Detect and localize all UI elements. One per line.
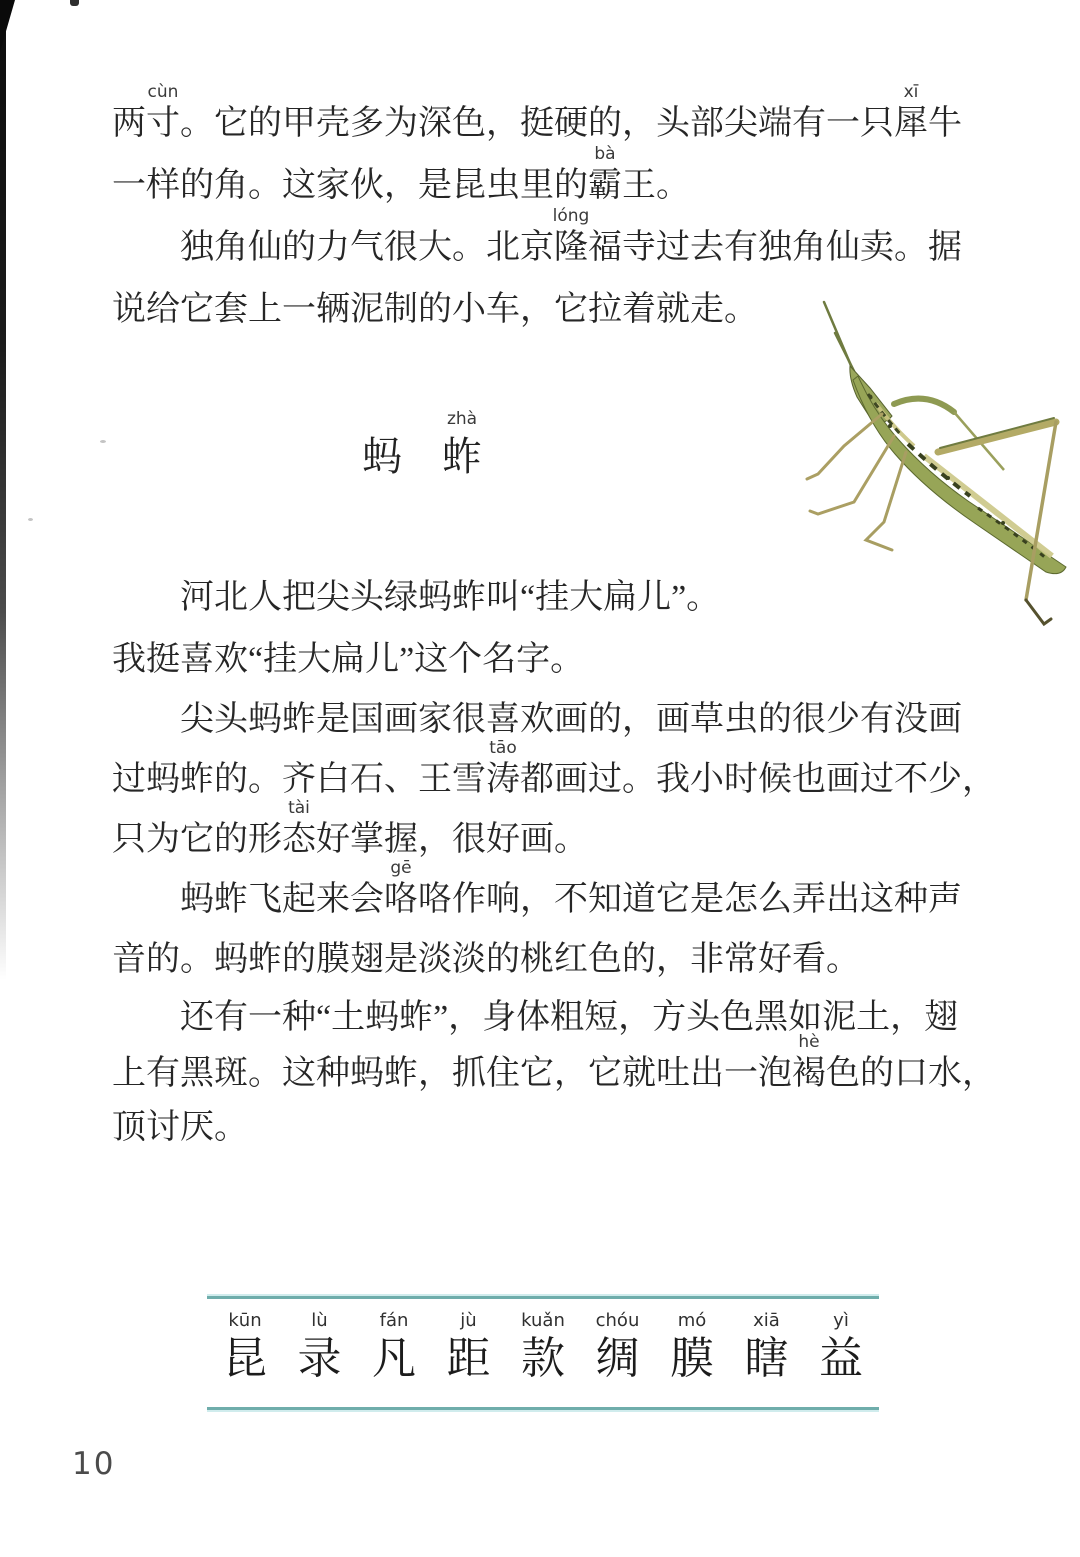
vocab-pinyin: xiā	[753, 1310, 780, 1331]
pinyin-annotation: gē	[390, 858, 412, 878]
text-run: 上有黑斑。这种蚂蚱，抓住它，它就吐出一泡	[112, 1055, 792, 1092]
ruby-char	[282, 798, 316, 860]
text-run: 还有一种“土蚂蚱”，身体粗短，方头色黑如泥土，翅	[180, 999, 959, 1036]
text-line	[112, 1032, 996, 1094]
ruby-char	[384, 858, 418, 920]
text-line	[180, 578, 720, 618]
vocab-pinyin: lù	[311, 1310, 328, 1331]
text-line	[112, 82, 962, 144]
pinyin-annotation: tài	[288, 798, 310, 818]
text-line	[112, 290, 758, 330]
vocab-item	[372, 1311, 416, 1385]
text-line	[112, 640, 584, 680]
vocab-pinyin: fán	[379, 1310, 409, 1331]
vocab-item	[819, 1311, 863, 1385]
pinyin-annotation: cùn	[147, 82, 179, 102]
text-run: 过蚂蚱的。齐白石、王雪	[112, 761, 486, 798]
vocab-item	[298, 1311, 342, 1385]
new-words-list	[207, 1299, 879, 1385]
base-character: 寸	[146, 105, 180, 142]
text-line	[180, 858, 962, 920]
base-character: 隆	[554, 229, 588, 266]
text-run: 独角仙的力气很大。北京	[180, 229, 554, 266]
vocab-character: 益	[819, 1334, 863, 1383]
ruby-char	[146, 82, 180, 144]
ruby-char	[552, 206, 590, 268]
vocab-character: 瞎	[744, 1334, 789, 1383]
vocab-item	[745, 1311, 789, 1385]
text-line	[180, 998, 958, 1038]
text-run: 好掌握，很好画。	[316, 821, 588, 858]
vocab-pinyin: kūn	[228, 1310, 262, 1331]
base-character: 蚱	[442, 434, 482, 479]
text-run: 河北人把尖头绿蚂蚱叫“挂大扁儿”。	[180, 579, 721, 616]
base-character: 褐	[792, 1055, 826, 1092]
vocab-pinyin: kuǎn	[521, 1310, 565, 1331]
text-run: 顶讨厌。	[112, 1109, 248, 1146]
ruby-char	[894, 82, 928, 144]
text-run: 两	[112, 105, 146, 142]
vocab-pinyin: yì	[833, 1310, 849, 1331]
text-run: 福寺过去有独角仙卖。据	[588, 229, 962, 266]
text-line	[112, 144, 690, 206]
pinyin-annotation: bà	[594, 144, 616, 164]
vocab-pinyin: jù	[460, 1310, 477, 1331]
scan-speck	[100, 440, 106, 443]
vocab-item	[447, 1311, 491, 1385]
pinyin-annotation: zhà	[446, 409, 478, 429]
vocab-character: 凡	[372, 1334, 416, 1383]
text-run: 音的。蚂蚱的膜翅是淡淡的桃红色的，非常好看。	[112, 941, 860, 978]
vocab-character: 距	[446, 1334, 491, 1383]
text-run: 我挺喜欢“挂大扁儿”这个名字。	[112, 641, 585, 678]
text-run: 蚂蚱飞起来会	[180, 881, 384, 918]
vocab-character: 绸	[595, 1334, 640, 1383]
pinyin-annotation: tāo	[489, 738, 517, 758]
text-line	[112, 738, 996, 800]
pinyin-annotation: lóng	[552, 206, 590, 226]
vocab-pinyin: chóu	[595, 1310, 640, 1331]
pinyin-annotation: xī	[903, 82, 919, 102]
antenna-icon	[835, 333, 854, 371]
vocab-pinyin: mó	[677, 1310, 707, 1331]
base-character: 霸	[588, 167, 622, 204]
scan-speck	[28, 518, 33, 521]
vocab-item	[670, 1311, 714, 1385]
vocab-character: 录	[297, 1334, 342, 1383]
grasshopper-illustration	[798, 276, 1080, 651]
base-character: 态	[282, 821, 316, 858]
ruby-char	[588, 144, 622, 206]
text-line	[112, 1108, 248, 1148]
text-run: 都画过。我小时候也画过不少，	[520, 761, 996, 798]
scan-corner-mark	[0, 0, 15, 52]
scan-top-mark	[70, 0, 79, 6]
pinyin-annotation: hè	[798, 1032, 820, 1052]
vocab-character: 膜	[670, 1334, 714, 1383]
lesson-title	[362, 409, 482, 480]
vocab-character: 款	[521, 1334, 565, 1383]
text-run: 牛	[928, 105, 962, 142]
base-character: 犀	[894, 105, 928, 142]
text-run: 一样的角。这家伙，是昆虫里的	[112, 167, 588, 204]
text-line	[180, 206, 962, 268]
scan-edge-shadow	[0, 0, 6, 980]
text-run: 咯作响，不知道它是怎么弄出这种声	[418, 881, 962, 918]
vocab-item	[223, 1311, 267, 1385]
vocab-character: 昆	[223, 1334, 267, 1383]
base-character: 咯	[384, 881, 418, 918]
vocab-item	[596, 1311, 640, 1385]
text-run: 只为它的形	[112, 821, 282, 858]
text-line	[112, 798, 588, 860]
text-run: 王。	[622, 167, 690, 204]
text-line	[112, 940, 860, 980]
new-words-box	[207, 1296, 879, 1410]
text-run: 蚂	[362, 434, 402, 479]
ruby-char	[792, 1032, 826, 1094]
page-number: 10	[72, 1446, 116, 1482]
text-run: 说给它套上一辆泥制的小车，它拉着就走。	[112, 291, 758, 328]
text-run: 尖头蚂蚱是国画家很喜欢画的，画草虫的很少有没画	[180, 701, 962, 738]
ruby-char	[442, 409, 482, 480]
vocab-item	[521, 1311, 565, 1385]
text-run: 色的口水，	[826, 1055, 996, 1092]
text-run: 。它的甲壳多为深色，挺硬的，头部尖端有一只	[180, 105, 894, 142]
text-line	[180, 700, 962, 740]
ruby-char	[486, 738, 520, 800]
base-character: 涛	[486, 761, 520, 798]
